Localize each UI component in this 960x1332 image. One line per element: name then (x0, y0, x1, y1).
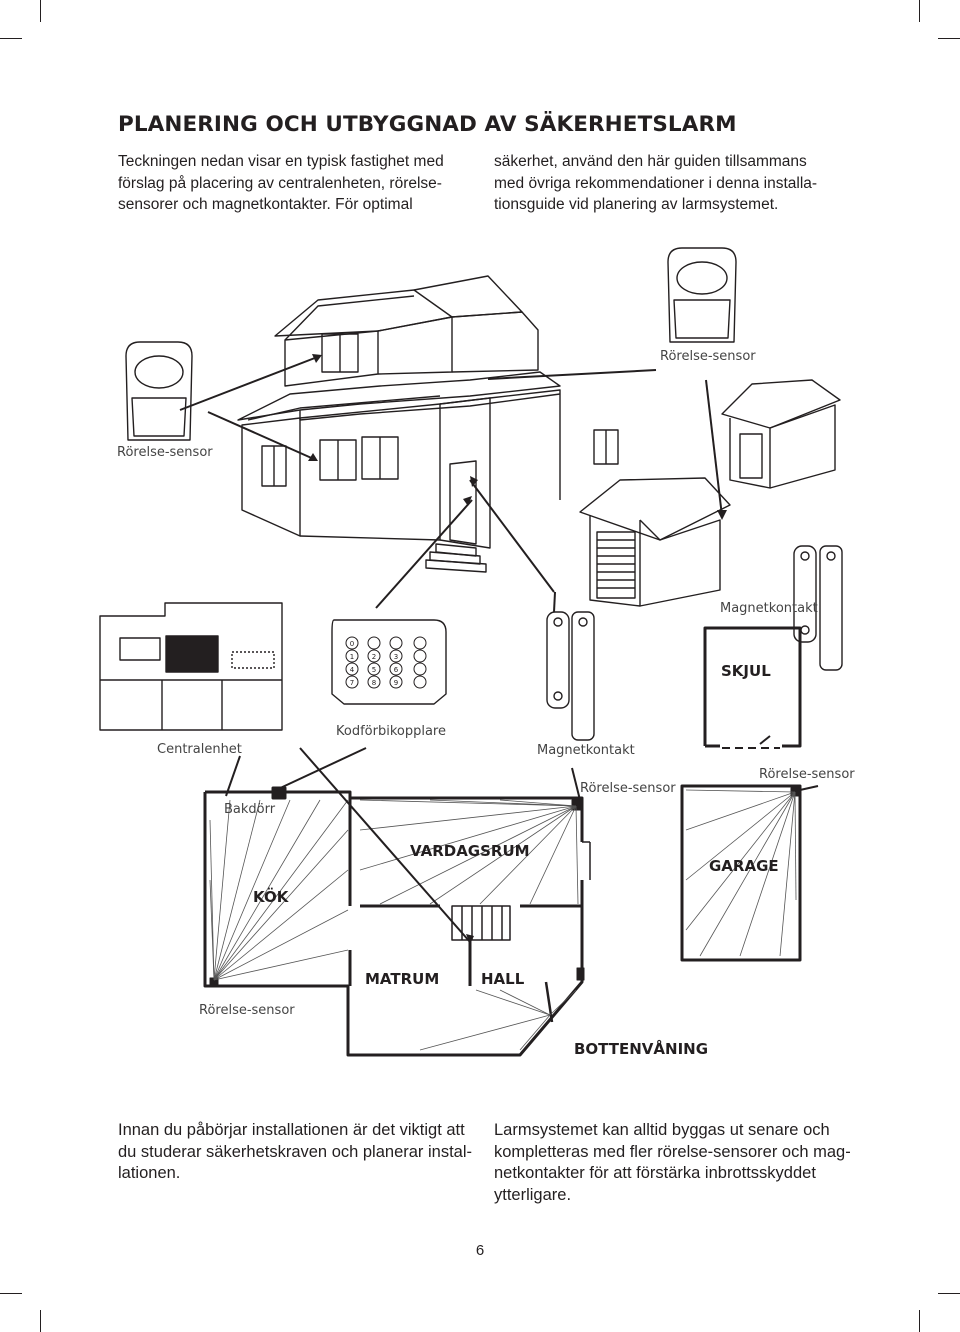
room-label-ground-floor: BOTTENVÅNING (574, 1040, 709, 1058)
keypad-key: 6 (393, 666, 399, 674)
keypad-key: 1 (349, 653, 355, 661)
closing-text-right: Larmsystemet kan alltid byggas ut senare och kompletteras med fler rörelse-sensorer och mag- netkontakter för att förstärka inbrottsskyddet ytterligare. (494, 1121, 851, 1204)
motion-sensor-device-left (126, 342, 192, 440)
label-magnet-contact-right: Magnetkontakt (720, 601, 818, 616)
label-keypad: Kodförbikopplare (336, 724, 446, 739)
label-motion-sensor-top: Rörelse-sensor (660, 349, 756, 364)
keypad-key: 7 (349, 679, 355, 687)
page-number: 6 (475, 1242, 485, 1259)
label-central-unit: Centralenhet (157, 742, 242, 757)
room-label-pantry: MATRUM (365, 970, 440, 988)
keypad-key: 5 (371, 666, 377, 674)
keypad-key: 9 (393, 679, 399, 687)
page-title: PLANERING OCH UTBYGGNAD AV SÄKERHETSLARM (118, 112, 737, 137)
keypad-key-grid (346, 637, 426, 688)
label-motion-sensor-center: Rörelse-sensor (580, 781, 676, 796)
room-label-kitchen: KÖK (253, 888, 289, 906)
keypad-key: 8 (371, 679, 377, 687)
garage-drawing (580, 478, 730, 606)
closing-text-left: Innan du påbörjar installationen är det viktigt att du studerar säkerhetskraven och planerar instal- lationen. (118, 1121, 473, 1182)
intro-text-right: säkerhet, använd den här guiden tillsammans med övriga rekommendationer i denna installa- tionsguide vid planering av larmsystemet. (494, 153, 818, 213)
keypad-key: 0 (349, 640, 355, 648)
keypad-key: 4 (349, 666, 355, 674)
label-motion-sensor-left: Rörelse-sensor (117, 445, 213, 460)
magnet-contact-device-center (547, 612, 594, 740)
room-label-living-room: VARDAGSRUM (410, 842, 530, 860)
keypad-device (332, 620, 446, 704)
central-unit-device (100, 603, 282, 730)
keypad-key: 3 (393, 653, 399, 661)
room-label-shed: SKJUL (721, 662, 771, 680)
house-drawing (238, 276, 618, 572)
label-back-door: Bakdörr (224, 802, 276, 817)
shed-drawing (722, 380, 840, 488)
room-label-garage: GARAGE (709, 857, 779, 875)
intro-text-left: Teckningen nedan visar en typisk fastighet med förslag på placering av centralenheten, rörelse- sensorer och magnetkontakter. För optimal (118, 153, 444, 213)
room-label-hall: HALL (481, 970, 525, 988)
motion-sensor-device-top (668, 248, 736, 342)
label-magnet-contact-center: Magnetkontakt (537, 743, 635, 758)
keypad-key: 2 (371, 653, 377, 661)
label-motion-sensor-bottom: Rörelse-sensor (199, 1003, 295, 1018)
label-motion-sensor-garage: Rörelse-sensor (759, 767, 855, 782)
